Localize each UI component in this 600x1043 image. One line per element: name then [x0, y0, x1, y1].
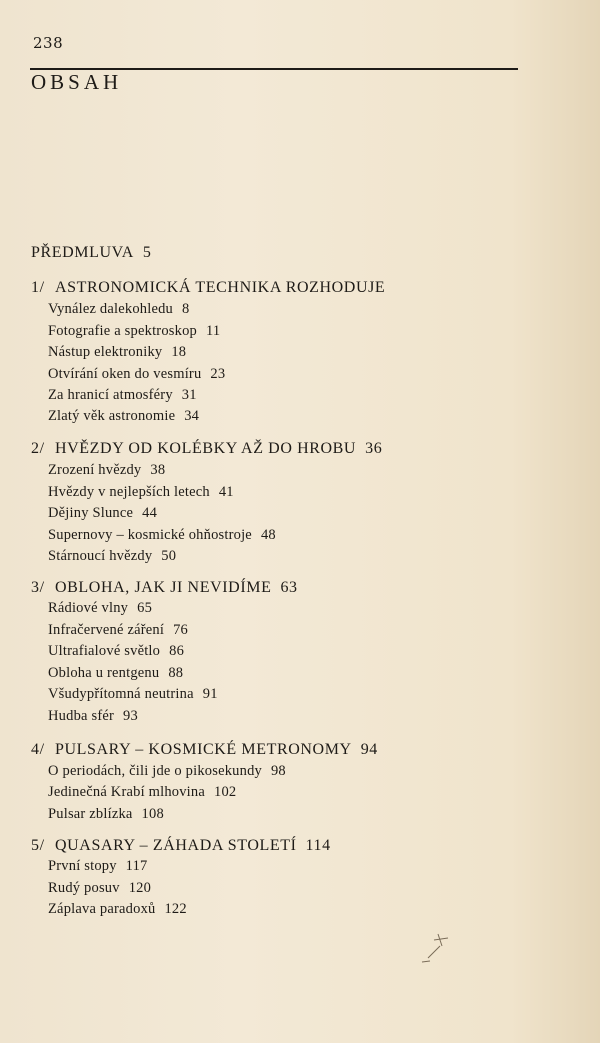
- section-page: 86: [169, 643, 185, 659]
- toc-section: [48, 686, 218, 703]
- chapter-number: 4/: [31, 741, 45, 758]
- preface-page: 5: [142, 244, 152, 261]
- toc-chapter: [31, 741, 378, 759]
- section-title: Jedinečná Krabí mlhovina: [48, 784, 206, 800]
- chapter-page: 114: [305, 837, 331, 854]
- section-page: 98: [270, 763, 286, 779]
- section-page: 102: [214, 784, 237, 800]
- section-page: 88: [168, 665, 184, 681]
- chapter-number: 3/: [31, 579, 45, 596]
- toc-section: [48, 387, 197, 404]
- section-title: Rádiové vlny: [48, 600, 129, 616]
- section-title: Pulsar zblízka: [48, 806, 133, 822]
- toc-section: [48, 643, 184, 660]
- chapter-title: HVĚZDY OD KOLÉBKY AŽ DO HROBU: [55, 440, 357, 457]
- toc-chapter: [31, 279, 394, 297]
- chapter-number: 1/: [31, 279, 45, 296]
- toc-section: [48, 665, 183, 682]
- section-page: 108: [141, 806, 164, 822]
- section-title: O periodách, čili jde o pikosekundy: [48, 763, 262, 779]
- page-number: 238: [33, 34, 64, 52]
- section-title: Fotografie a spektroskop: [48, 323, 197, 339]
- section-title: Otvírání oken do vesmíru: [48, 366, 202, 382]
- section-title: Hudba sfér: [48, 708, 115, 724]
- section-page: 76: [173, 622, 188, 638]
- section-page: 91: [202, 686, 218, 702]
- section-page: 11: [205, 323, 221, 339]
- toc-section: [48, 763, 286, 780]
- section-title: Ultrafialové světlo: [48, 643, 161, 659]
- toc-section: [48, 301, 189, 318]
- section-title: Záplava paradoxů: [48, 901, 156, 917]
- section-title: Nástup elektroniky: [48, 344, 163, 360]
- toc-section: [48, 858, 147, 875]
- chapter-page: 36: [365, 440, 383, 457]
- preface-title: PŘEDMLUVA: [31, 244, 134, 261]
- section-title: Supernovy – kosmické ohňostroje: [48, 527, 252, 543]
- toc-section: [48, 323, 220, 340]
- toc-section: [48, 484, 234, 501]
- toc-section: [48, 462, 165, 479]
- toc-section: [48, 548, 176, 565]
- chapter-title: ASTRONOMICKÁ TECHNIKA ROZHODUJE: [55, 279, 386, 296]
- pencil-mark: [408, 928, 468, 988]
- section-title: Zrození hvězdy: [48, 462, 142, 478]
- section-title: Dějiny Slunce: [48, 505, 134, 521]
- toc-section: [48, 366, 225, 383]
- chapter-page: 63: [280, 579, 298, 596]
- page-title: OBSAH: [31, 70, 123, 94]
- section-title: Zlatý věk astronomie: [48, 408, 176, 424]
- toc-chapter: [31, 579, 298, 597]
- toc-section: [48, 880, 151, 897]
- toc-chapter: [31, 440, 382, 458]
- toc-section: [48, 527, 276, 544]
- section-title: Všudypřítomná neutrina: [48, 686, 194, 702]
- toc-section: [48, 505, 157, 522]
- section-page: 93: [123, 708, 138, 724]
- section-title: Hvězdy v nejlepších letech: [48, 484, 210, 500]
- section-title: Za hranicí atmosféry: [48, 387, 173, 403]
- toc-chapter: [31, 837, 331, 855]
- chapter-number: 2/: [31, 440, 45, 457]
- toc-section: [48, 622, 188, 639]
- section-title: Rudý posuv: [48, 880, 120, 896]
- toc-section: [48, 806, 164, 823]
- section-page: 48: [260, 527, 276, 543]
- section-page: 117: [125, 858, 148, 874]
- section-page: 34: [184, 408, 200, 424]
- section-page: 65: [137, 600, 153, 616]
- section-page: 50: [161, 548, 177, 564]
- chapter-title: OBLOHA, JAK JI NEVIDÍME: [55, 579, 272, 596]
- section-title: Obloha u rentgenu: [48, 665, 160, 681]
- toc-section: [48, 784, 236, 801]
- section-title: Vynález dalekohledu: [48, 301, 173, 317]
- chapter-title: QUASARY – ZÁHADA STOLETÍ: [55, 837, 297, 854]
- chapter-number: 5/: [31, 837, 45, 854]
- toc-section: [48, 344, 186, 361]
- section-page: 8: [182, 301, 190, 317]
- section-page: 38: [150, 462, 166, 478]
- chapter-page: 94: [360, 741, 378, 758]
- toc-section: [48, 708, 138, 725]
- section-page: 23: [210, 366, 226, 382]
- section-title: První stopy: [48, 858, 117, 874]
- toc-section: [48, 600, 152, 617]
- section-page: 31: [181, 387, 197, 403]
- section-title: Infračervené záření: [48, 622, 165, 638]
- toc-section: [48, 901, 187, 918]
- toc-preface: [31, 244, 152, 262]
- section-title: Stárnoucí hvězdy: [48, 548, 153, 564]
- section-page: 122: [164, 901, 187, 917]
- section-page: 18: [171, 344, 187, 360]
- section-page: 120: [128, 880, 152, 896]
- toc-section: [48, 408, 199, 425]
- section-page: 41: [218, 484, 234, 500]
- section-page: 44: [142, 505, 158, 521]
- chapter-title: PULSARY – KOSMICKÉ METRONOMY: [55, 741, 352, 758]
